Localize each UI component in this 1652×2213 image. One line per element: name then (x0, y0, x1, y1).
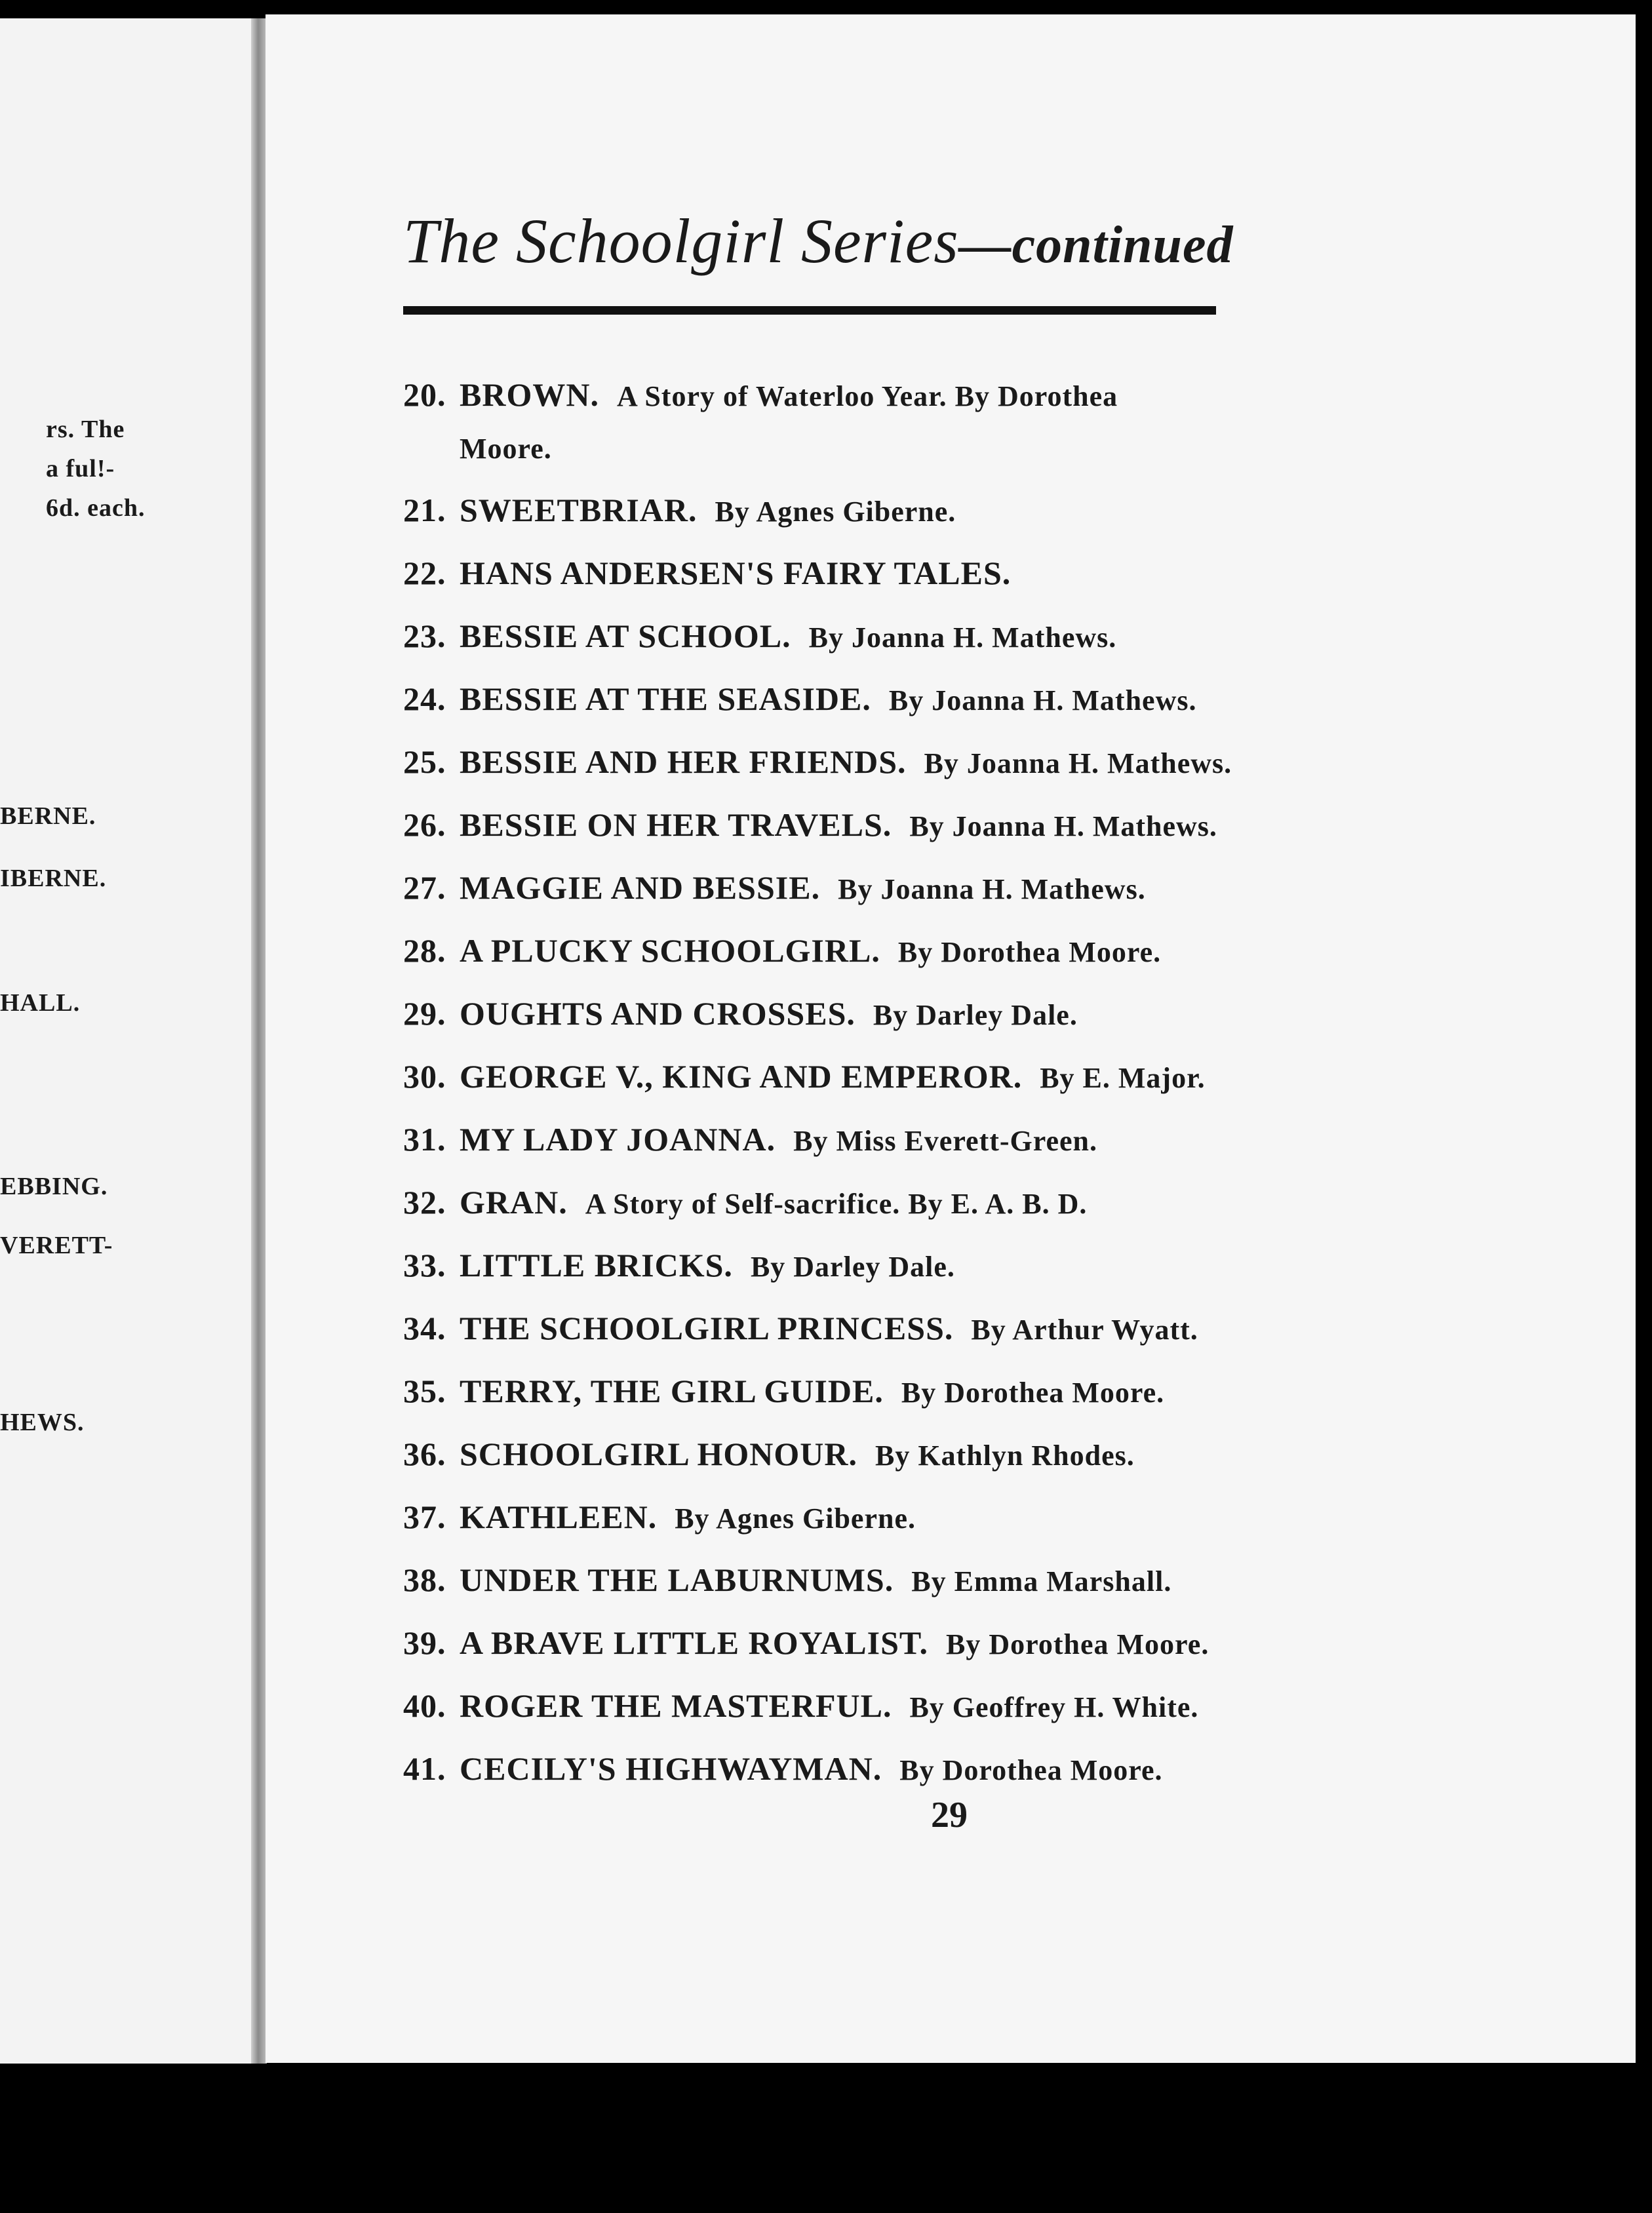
entry-author: By Agnes Giberne. (715, 496, 956, 528)
series-title-text: The Schoolgirl Series (403, 206, 959, 276)
entry-number: 34. (403, 1310, 446, 1346)
entry-author: By Joanna H. Mathews. (924, 747, 1232, 779)
entry-title: A PLUCKY SCHOOLGIRL. (460, 932, 880, 969)
entry-title: BESSIE ON HER TRAVELS. (460, 806, 892, 843)
list-item (403, 673, 1616, 735)
entry-author: A Story of Self-sacrifice. By E. A. B. D. (585, 1188, 1088, 1220)
entry-number: 32. (403, 1184, 446, 1221)
entry-author: By Miss Everett-Green. (793, 1125, 1098, 1157)
entry-number: 22. (403, 555, 446, 591)
list-item (403, 610, 1616, 673)
left-fragment: VERETT- (0, 1232, 113, 1259)
entry-title: TERRY, THE GIRL GUIDE. (460, 1373, 884, 1409)
entry-number: 25. (403, 743, 446, 780)
list-item (403, 924, 1616, 987)
entry-author: By Darley Dale. (750, 1251, 955, 1283)
entry-author: By Arthur Wyatt. (971, 1314, 1198, 1346)
entry-author: By Darley Dale. (873, 999, 1078, 1031)
list-item (403, 484, 1616, 547)
entry-title: BESSIE AT SCHOOL. (460, 617, 791, 654)
entry-number: 36. (403, 1436, 446, 1472)
entry-title: OUGHTS AND CROSSES. (460, 995, 856, 1032)
entry-author: By Geoffrey H. White. (909, 1691, 1199, 1723)
entry-title: SCHOOLGIRL HONOUR. (460, 1436, 857, 1472)
list-item (403, 798, 1616, 861)
entry-title: BROWN. (460, 376, 599, 413)
list-item (403, 1679, 1616, 1742)
entry-number: 26. (403, 806, 446, 843)
entry-number: 20. (403, 376, 446, 413)
entry-title: A BRAVE LITTLE ROYALIST. (460, 1624, 929, 1661)
list-item (403, 1365, 1616, 1428)
left-facing-page (0, 18, 259, 2064)
entry-author: By Kathlyn Rhodes. (875, 1439, 1135, 1472)
left-fragment: HEWS. (0, 1409, 85, 1436)
list-item (403, 987, 1616, 1050)
list-item (403, 1302, 1616, 1365)
left-fragment: a ful!- (46, 455, 115, 482)
entry-title: SWEETBRIAR. (460, 492, 698, 528)
entry-author: By Dorothea Moore. (897, 936, 1162, 968)
entry-author: A Story of Waterloo Year. By Dorothea (616, 380, 1118, 412)
list-item (403, 735, 1616, 798)
entry-title: GEORGE V., KING AND EMPEROR. (460, 1058, 1023, 1095)
continued-label: —continued (958, 216, 1234, 274)
entry-number: 39. (403, 1624, 446, 1661)
entry-number: 29. (403, 995, 446, 1032)
entry-number: 40. (403, 1687, 446, 1724)
entry-title: LITTLE BRICKS. (460, 1247, 733, 1283)
entry-author: By Emma Marshall. (911, 1565, 1172, 1597)
entry-number: 30. (403, 1058, 446, 1095)
title-underline (403, 306, 1216, 315)
entry-title: HANS ANDERSEN'S FAIRY TALES. (460, 555, 1012, 591)
list-item (403, 368, 1616, 484)
entry-number: 31. (403, 1121, 446, 1158)
entry-number: 33. (403, 1247, 446, 1283)
entry-number: 27. (403, 869, 446, 906)
entry-author: By Agnes Giberne. (675, 1502, 916, 1535)
entry-author: By Dorothea Moore. (901, 1377, 1165, 1409)
entry-author: By Dorothea Moore. (946, 1628, 1210, 1660)
left-fragment: 6d. each. (46, 494, 146, 522)
entry-title: GRAN. (460, 1184, 568, 1221)
entry-title: UNDER THE LABURNUMS. (460, 1561, 894, 1598)
left-fragment: BERNE. (0, 802, 96, 830)
entry-author: By Joanna H. Mathews. (808, 621, 1117, 654)
list-item (403, 1742, 1616, 1805)
entry-number: 21. (403, 492, 446, 528)
left-fragment: HALL. (0, 989, 81, 1017)
right-page (266, 14, 1636, 2063)
entry-number: 28. (403, 932, 446, 969)
entry-number: 38. (403, 1561, 446, 1598)
list-item (403, 1176, 1616, 1239)
book-list (403, 368, 1616, 1805)
entry-number: 37. (403, 1498, 446, 1535)
entry-title: BESSIE AT THE SEASIDE. (460, 680, 871, 717)
list-item (403, 1616, 1616, 1679)
list-item (403, 547, 1616, 610)
entry-author: By Dorothea Moore. (899, 1754, 1163, 1786)
entry-author: By E. Major. (1040, 1062, 1206, 1094)
list-item (403, 1239, 1616, 1302)
left-fragment: IBERNE. (0, 865, 107, 892)
entry-title: THE SCHOOLGIRL PRINCESS. (460, 1310, 954, 1346)
entry-title: CECILY'S HIGHWAYMAN. (460, 1750, 882, 1787)
book-gutter (251, 18, 267, 2064)
page-number: 29 (931, 1795, 968, 1835)
list-item (403, 861, 1616, 924)
page-title (403, 205, 1234, 277)
list-item (403, 1050, 1616, 1113)
entry-title: MY LADY JOANNA. (460, 1121, 776, 1158)
left-fragment: EBBING. (0, 1173, 108, 1200)
entry-author: By Joanna H. Mathews. (888, 684, 1197, 716)
entry-number: 41. (403, 1750, 446, 1787)
entry-author-continued: Moore. (460, 433, 552, 465)
entry-author: By Joanna H. Mathews. (909, 810, 1217, 842)
list-item (403, 1428, 1616, 1491)
entry-title: MAGGIE AND BESSIE. (460, 869, 821, 906)
entry-author: By Joanna H. Mathews. (838, 873, 1146, 905)
list-item (403, 1113, 1616, 1176)
entry-title: BESSIE AND HER FRIENDS. (460, 743, 907, 780)
entry-title: KATHLEEN. (460, 1498, 658, 1535)
entry-number: 24. (403, 680, 446, 717)
list-item (403, 1554, 1616, 1616)
entry-number: 23. (403, 617, 446, 654)
entry-title: ROGER THE MASTERFUL. (460, 1687, 892, 1724)
entry-number: 35. (403, 1373, 446, 1409)
list-item (403, 1491, 1616, 1554)
left-fragment: rs. The (46, 416, 125, 443)
